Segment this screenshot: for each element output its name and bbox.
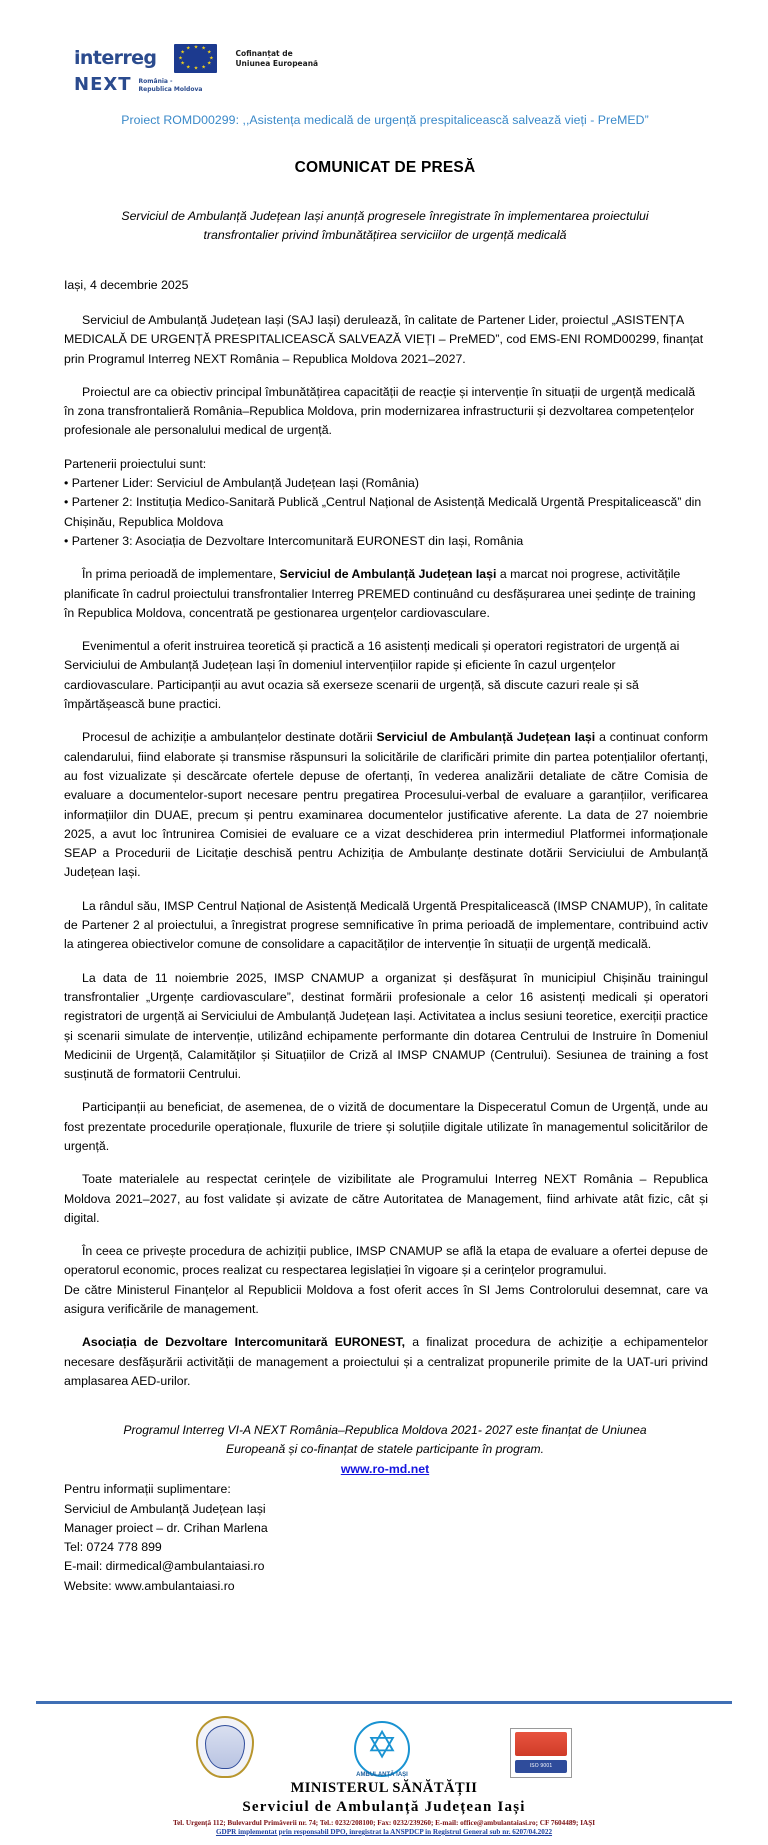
contact-phone: Tel: 0724 778 899 [64,1540,162,1555]
contact-manager: Manager proiect – dr. Crihan Marlena [64,1520,268,1535]
interreg-eu-row [74,44,708,73]
partner-item: • Partener 2: Instituția Medico-Sanitară Publică „Centrul Național de Asistență Medicală Urgentă Prespitalicească” din Chișinău, Republica Moldova [64,495,702,529]
program-website-link[interactable]: www.ro-md.net [340,1462,430,1477]
next-sub-line1: România - [138,78,173,85]
dateline: Iași, 4 decembrie 2025 [64,278,189,292]
next-sub-line2: Republica Moldova [138,85,203,93]
saj-ambulance-logo-icon [346,1718,418,1778]
partner-item: • Partener Lider: Serviciul de Ambulanță Județean Iași (România) [64,476,419,491]
contact-block [62,1480,708,1596]
cert-top-band [515,1732,567,1756]
program-note-line1: Programul Interreg VI-A NEXT România–Republica Moldova 2021- 2027 este finanțat de Uniunea [123,1423,647,1438]
project-title-line: Proiect ROMD00299: ,,Asistența medicală de urgență prespitalicească salvează vieți - PreMED” [121,113,649,127]
p3-bold-entity: Serviciul de Ambulanță Județean Iași [279,567,497,582]
eu-cofinance-line1: Cofinanțat de [235,48,293,58]
paragraph-event: Evenimentul a oferit instruirea teoretică și practică a 16 asistenți medicali și operatori registratori de urgență ai Serviciului de Ambulanță Județean Iași în domeniul intervențiilor rapide și eficiente în cazul urgențelor cardiovasculare. Participanții au avut ocazia să exerseze scenarii de urgență, să discute cazuri reale și să împărtășească bune practici. [64,639,680,712]
partners-lead: Partenerii proiectului sunt: [64,456,207,471]
subtitle-line-1: Serviciul de Ambulanță Județean Iași anunță progresele înregistrate în implementarea proiectului [121,209,649,223]
partners-block [62,455,708,551]
page-title: COMUNICAT DE PRESĂ [294,159,476,176]
p5-post: a continuat conform calendarului, fiind elaborate și transmise răspunsuri la solicitările de clarificări primite din partea potențialilor ofertanți, au fost vizualizate și descărcate ofertele depuse de ofertanți, în vederea analizării detaliate de către Comisia de evaluare a documentelor-suport necesare pentru pregatirea Procesului-verbal de evaluare a garanțiilor, verificarea informațiilor din DUAE, precum și pentru examinarea documentelor justificative aferente. La data de 27 noiembrie 2025, a avut loc întrunirea Comisiei de evaluare ce a vizat deschiderea prin intermediul Platformei informaționale SEAP a Procedurii de Licitație deschisă pentru Achiziția de Ambulanțe destinate dotării Serviciului de Ambulanță Județean Iași. [64,730,709,880]
page-footer [0,1701,768,1845]
iso-certificate-icon [510,1728,572,1778]
ministry-name: MINISTERUL SĂNĂTĂȚII [290,1780,478,1796]
contact-website: Website: www.ambulantaiasi.ro [64,1578,235,1593]
program-note-line2: Europeană și co-finanțat de statele participante în program. [226,1442,544,1457]
paragraph-partner2: La rândul său, IMSP Centrul Național de Asistență Medicală Urgentă Prespitalicească (IMSP CNAMUP), în calitate de Partener 2 al proiectului, a înregistrat progrese semnificative în prima perioadă de implementare, contribuind activ la atingerea obiectivelor comune de consolidare a capacităților de intervenție în situații de urgență medicală. [64,898,708,952]
contact-org: Serviciul de Ambulanță Județean Iași [64,1501,266,1516]
next-wordmark: NEXT [74,74,132,95]
next-subtitle [139,78,203,94]
paragraph-procurement [62,728,708,882]
p11-bold-entity: Asociația de Dezvoltare Intercomunitară EURONEST, [82,1335,406,1350]
contact-email: E-mail: dirmedical@ambulantaiasi.ro [64,1559,265,1574]
header-logo-block [62,0,708,94]
next-row [74,76,708,94]
p3-pre: În prima perioadă de implementare, [82,567,280,582]
eu-flag-icon: ★ ★ ★ ★ ★ ★ ★ ★ ★ ★ ★ ★ [174,44,217,73]
footer-contact-line: Tel. Urgență 112; Bulevardul Primăverii nr. 74; Tel.: 0232/208100; Fax: 0232/239260; E-mail: office@ambulantaiasi.ro; CF 7604489; IAȘI [172,1819,595,1827]
p11-post: a finalizat procedura de achiziție a echipamentelor necesare desfășurării activității de management a proiectului și a centralizat propunerile primite de la UAT-uri privind amplasarea AED-urilor. [64,1335,708,1388]
p3-post: a marcat noi progrese, activitățile planificate în cadrul proiectului transfrontalier Interreg PREMED continuând cu desfășurarea unei ședințe de training în Republica Moldova, concentrată pe gestionarea urgențelor cardiovasculare. [64,567,696,620]
subtitle-line-2: transfrontalier privind îmbunătățirea serviciilor de urgență medicală [203,228,567,242]
footer-logo-row [0,1704,768,1778]
paragraph-intro: Serviciul de Ambulanță Județean Iași (SAJ Iași) derulează, în calitate de Partener Lider, proiectul „ASISTENȚA MEDICALĂ DE URGENȚĂ PRESPITALICEASCĂ SALVEAZĂ VIEȚI – PreMED”, cod EMS-ENI ROMD00299, finanțat prin Programul Interreg NEXT România – Republica Moldova 2021–2027. [64,313,704,366]
footer-gdpr-line: GDPR implementat prin responsabil DPO, inregistrat la ANSPDCP in Registrul General sub nr. 6207/04.2022 [215,1828,553,1836]
paragraph-jems-access: De către Ministerul Finanțelor al Republicii Moldova a fost oferit acces în SI Jems Controlorului desemnat, care va asigura verificările de management. [64,1282,708,1317]
saj-logo-caption: AMBULANȚĂ IAȘI [356,1772,408,1778]
eu-cofinance-line2: Uniunea Europeană [235,58,319,68]
paragraph-objective: Proiectul are ca obiectiv principal îmbunătățirea capacității de reacție și intervenție în situații de urgență medicală în zona transfrontalieră România–Republica Moldova, prin modernizarea infrastructurii și dezvoltarea competențelor profesionale ale personalului medical de urgență. [64,384,696,438]
paragraph-visibility: Toate materialele au respectat cerințele de vizibilitate ale Programului Interreg NEXT România – Republica Moldova 2021–2027, au fost validate și avizate de către Autoritatea de Management, fiind arhivate atât fizic, cât și digital. [64,1172,708,1225]
eu-cofinance-text [235,49,318,69]
partner-item: • Partener 3: Asociația de Dezvoltare Intercomunitară EURONEST din Iași, România [64,533,524,548]
contact-heading: Pentru informații suplimentare: [64,1482,231,1497]
service-name: Serviciul de Ambulanță Județean Iași [242,1799,526,1815]
p5-pre: Procesul de achiziție a ambulanțelor destinate dotării [82,730,377,745]
p5-bold-entity: Serviciul de Ambulanță Județean Iași [376,730,596,745]
cert-label: ISO 9001 [515,1760,567,1773]
star-of-life-icon: ✡ [366,1725,398,1767]
paragraph-euronest [62,1333,708,1391]
ministry-crest-icon [196,1716,254,1778]
paragraph-training: La data de 11 noiembrie 2025, IMSP CNAMUP a organizat și desfășurat în municipiul Chișinău trainingul transfrontalier „Urgențe cardiovasculare”, destinat formării profesionale a celor 16 asistenți medicali și operatori registratori de urgență ai Serviciului de Ambulanță Județean Iași. Activitatea a inclus sesiuni teoretice, exerciții practice și scenarii simulate de intervenție, utilizând echipamente performante din dotarea Centrului de Instruire în Domeniul Medicinii de Urgență, Calamităților și Situațiilor de Criză al IMSP CNAMUP (Centrului). Sesiunea de training a fost susținută de formatorii Centrului. [64,970,708,1082]
document-subtitle [62,207,708,245]
interreg-wordmark: interreg [74,47,157,69]
paragraph-dispatch-visit: Participanții au beneficiat, de asemenea, de o vizită de documentare la Dispeceratul Comun de Urgență, unde au fost prezentate procedurile operaționale, fluxurile de triere și soluțiile digitale utilizate în managementul solicitărilor de urgență. [64,1100,708,1153]
paragraph-public-procurement: În ceea ce privește procedura de achiziții publice, IMSP CNAMUP se află la etapa de evaluare a ofertei depuse de operatorul economic, proces realizat cu respectarea legislației în vigoare și a cerințelor programului. [64,1244,708,1278]
program-funding-note [62,1421,708,1459]
paragraph-first-period [62,565,708,623]
